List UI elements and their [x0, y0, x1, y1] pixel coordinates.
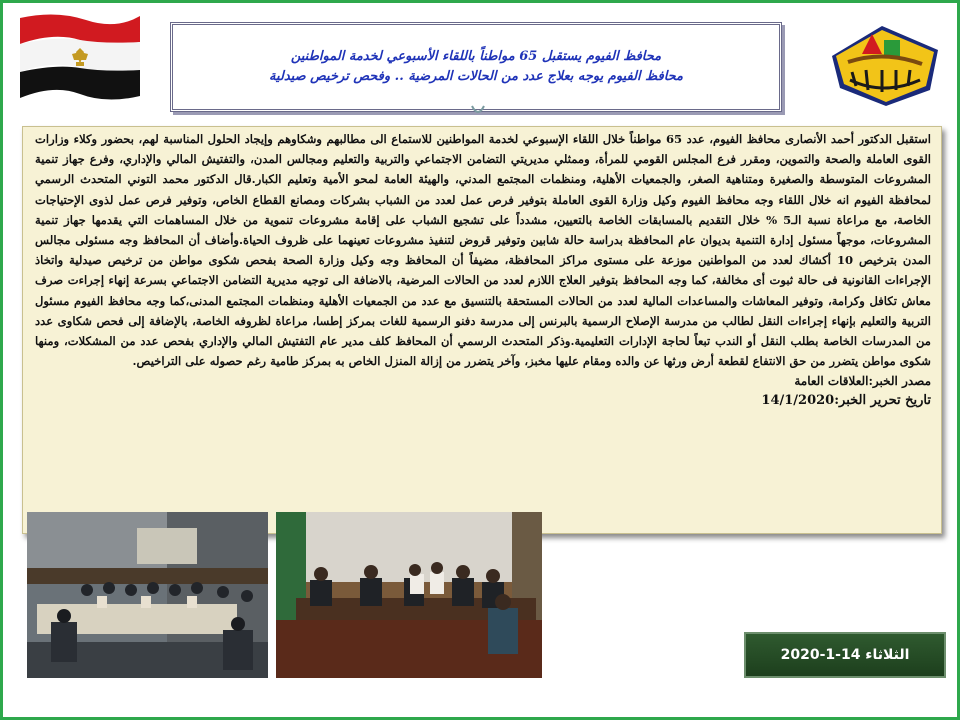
- headline-box: [170, 22, 782, 112]
- headline-1: محافظ الفيوم يستقبل 65 مواطناً باللقاء الأسبوعي لخدمة المواطنين: [290, 49, 662, 64]
- date-badge-text: الثلاثاء 14-1-2020: [780, 647, 910, 663]
- date-badge: [744, 632, 946, 678]
- article-date: تاريخ تحرير الخبر:14/1/2020: [761, 393, 931, 409]
- headline-2: محافظ الفيوم يوجه بعلاج عدد من الحالات المرضية .. وفحص ترخيص صيدلية: [268, 69, 684, 84]
- meeting-photo-1: [27, 512, 268, 678]
- article-source: مصدر الخبر:العلاقات العامة: [794, 374, 931, 389]
- article-body: استقبل الدكتور أحمد الأنصارى محافظ الفيوم، عدد 65 مواطناً خلال اللقاء الإسبوعي لخدمة المواطنين للاستماع الى مطالبهم وشكاوهم وإيجاد الحلول المناسبة لهم، بحضور وكلاء وزارات القوى العاملة والصحة والتموين، ومقرر فرع المجلس القومي للمرأة، وممثلي مديريتي التضامن الاجتماعي والتربية والتعليم ومجالس المدن، والتفتيش المالي والإداري، وفرع جهاز تنمية المشروعات المتوسطة والصغيرة ومتناهية الصغر، والجمعيات الأهلية، ومنظمات المجتمع المدني، والهيئة العامة لمحو الأمية وتعليم الكبار.قال الدكتور محمد التوني المتحدث الرسمي لمحافظة الفيوم انه خلال اللقاء وجه محافظ الفيوم وكيل وزارة القوى العاملة بتوفير فرص عمل لعدد من الشباب بشركات ومصانع القطاع الخاص، وتوفير فرص عمل لذوى الإحتياجات الخاصة، مع مراعاة نسبة الـ5 % خلال التقديم بالمسابقات الخاصة بالتعيين، مشدداً على تشجيع الشباب على إقامة مشروعات تنموية من خلال المساهمات التي يقدمها جهاز تنمية المشروعات، موجهاً مسئول إدارة التنمية بديوان عام المحافظة بدراسة حالة شابين وتوفير قروض لتنفيذ مشروعات تعينهما على ظروف الحياة.وأضاف أن المحافظ وجه مسئولى مجالس المدن بترخيص 10 أكشاك لعدد من المواطنين موزعة على مستوى مراكز المحافظة، مضيفاً أن المحافظ وجه وكيل وزارة الصحة بفحص شكوى مواطن من ترخيص صيدلية واتخاذ الإجراءات القانونية فى حالة ثبوت أى مخالفة، كما وجه المحافظ بتوفير العلاج اللازم لعدد من الحالات المرضية، بالاضافة الى توجيه مديرية التضامن الاجتماعي بسرعة إنهاء إجراءت صرف معاش تكافل وكرامة، وتوفير المعاشات والمساعدات المالية لعدد من الحالات المستحقة بالتنسيق مع عدد من الجمعيات الأهلية ومنظمات المجتمع المدنى،كما وجه محافظ الفيوم مسئول التربية والتعليم بإنهاء إجراءات النقل لطالب من مدرسة الإصلاح الرسمية بالبرنس إلى مدرسة دفنو الرسمية للغات بمركز إطسا، مراعاة لظروفه الخاصة، بالإضافة إلى فحص شكاوى عدد من المدرسات الخاصة بطلب النقل أو الندب تبعاً لحاجة الإدارات التعليمية.وذكر المتحدث الرسمي أن المحافظ كلف مدير عام التفتيش المالي والإداري بفحص عدد من المشكلات، ومنها شكوى مواطن يتضرر من حق الانتفاع لقطعة أرض ورثها عن والده ومقام عليها مخبز، وآخر يتضرر من إزالة المنزل الخاص به بمركز طامية رغم حصوله على التراخيص.: [35, 132, 932, 369]
- connector-ornament: [470, 104, 486, 120]
- article-box: [22, 126, 942, 534]
- fayoum-governorate-logo: [826, 10, 944, 110]
- meeting-photo-2: [276, 512, 542, 678]
- egypt-flag-image: [16, 12, 144, 100]
